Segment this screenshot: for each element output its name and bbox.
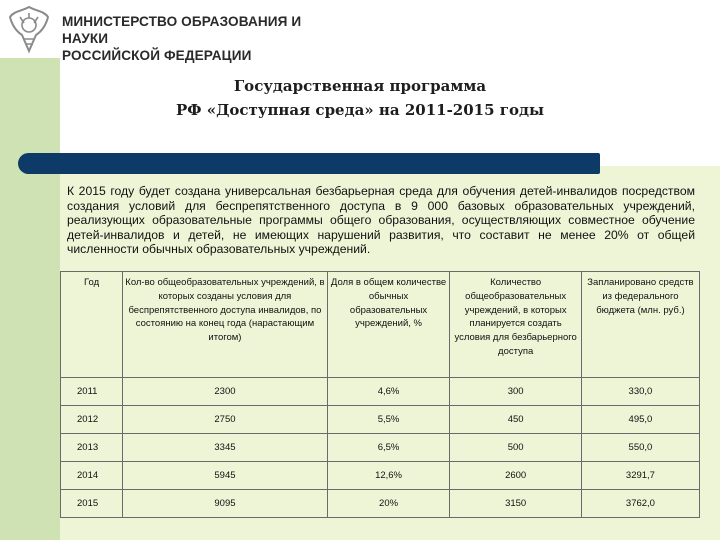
cell-budget: 550,0 <box>581 434 699 462</box>
left-decor-band <box>0 58 60 540</box>
cell-planned: 450 <box>450 406 581 434</box>
cell-share: 6,5% <box>327 434 450 462</box>
table-row <box>61 490 700 518</box>
cell-share: 5,5% <box>327 406 450 434</box>
page-title-line-2: РФ «Доступная среда» на 2011-2015 годы <box>175 101 545 119</box>
program-description: К 2015 году будет создана универсальная безбарьерная среда для обучения детей-инвалидов посредством создания условий для беспрепятственного доступа в 9 000 базовых образовательных учреждений, реализующих образовательные программы общего образования, осуществляющих совместное обучение детей-инвалидов и детей, не имеющих нарушений развития, что составит не менее 20% от общей численности обычных образовательных учреждений. <box>67 184 695 257</box>
header-institutions-count: Кол-во общеобразовательных учреждений, в которых созданы условия для беспрепятственного доступа инвалидов, по состоянию на конец года (нарастающим итогом) <box>123 272 327 378</box>
table-row <box>61 462 700 490</box>
cell-year: 2014 <box>61 462 123 490</box>
cell-budget: 495,0 <box>581 406 699 434</box>
cell-year: 2011 <box>61 378 123 406</box>
cell-budget: 330,0 <box>581 378 699 406</box>
cell-budget: 3762,0 <box>581 490 699 518</box>
cell-share: 12,6% <box>327 462 450 490</box>
page-title-line-1: Государственная программа <box>233 77 487 95</box>
cell-institutions: 5945 <box>123 462 327 490</box>
ministry-line-1: МИНИСТЕРСТВО ОБРАЗОВАНИЯ И НАУКИ <box>62 14 302 46</box>
ministry-header <box>0 0 342 63</box>
header-planned-institutions: Количество общеобразовательных учреждений, в которых планируется создать условия для безбарьерного доступа <box>450 272 581 378</box>
table-header-row <box>61 272 700 378</box>
ministry-line-2: РОССИЙСКОЙ ФЕДЕРАЦИИ <box>62 48 252 63</box>
cell-year: 2015 <box>61 490 123 518</box>
cell-year: 2012 <box>61 406 123 434</box>
ministry-name <box>62 13 342 64</box>
cell-institutions: 9095 <box>123 490 327 518</box>
cell-planned: 300 <box>450 378 581 406</box>
cell-budget: 3291,7 <box>581 462 699 490</box>
cell-share: 4,6% <box>327 378 450 406</box>
section-divider-bar <box>18 153 600 174</box>
cell-institutions: 2750 <box>123 406 327 434</box>
cell-planned: 2600 <box>450 462 581 490</box>
table-row <box>61 378 700 406</box>
header-year: Год <box>61 272 123 378</box>
table-row <box>61 434 700 462</box>
program-table <box>60 271 700 518</box>
table-row <box>61 406 700 434</box>
coat-of-arms-icon <box>4 3 54 55</box>
cell-institutions: 2300 <box>123 378 327 406</box>
cell-planned: 500 <box>450 434 581 462</box>
cell-year: 2013 <box>61 434 123 462</box>
cell-institutions: 3345 <box>123 434 327 462</box>
header-budget: Запланировано средств из федерального бюджета (млн. руб.) <box>581 272 699 378</box>
cell-share: 20% <box>327 490 450 518</box>
cell-planned: 3150 <box>450 490 581 518</box>
header-share: Доля в общем количестве обычных образовательных учреждений, % <box>327 272 450 378</box>
